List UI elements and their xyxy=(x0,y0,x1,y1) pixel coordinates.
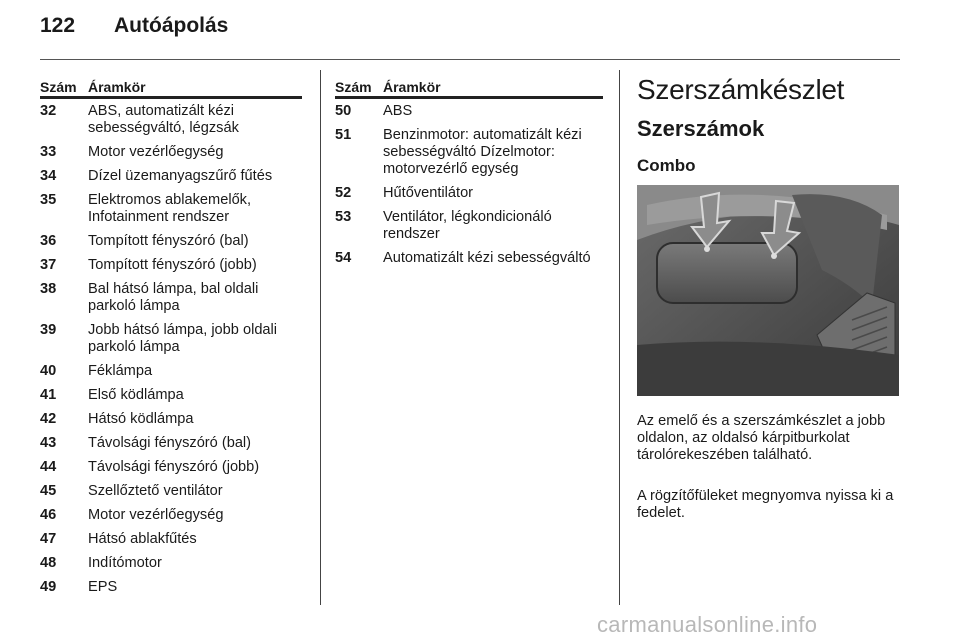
table-row xyxy=(335,209,603,243)
fuse-number: 53 xyxy=(335,209,352,225)
fuse-table-right xyxy=(335,78,603,267)
fuse-number: 32 xyxy=(40,103,57,119)
column-header-circuit: Áramkör xyxy=(383,79,441,95)
fuse-number: 41 xyxy=(40,387,57,403)
table-row xyxy=(40,192,302,226)
fuse-number: 40 xyxy=(40,363,57,379)
circuit-description: Motor vezérlőegység xyxy=(88,144,224,160)
table-row xyxy=(335,250,603,267)
table-row xyxy=(40,435,302,452)
paragraph-location: Az emelő és a szerszámkészlet a jobb oldalon, az oldalsó kárpitburkolat tárolórekeszében található. xyxy=(637,413,886,463)
table-row xyxy=(40,103,302,137)
circuit-description: EPS xyxy=(88,579,118,595)
column-divider xyxy=(619,70,620,605)
fuse-number: 39 xyxy=(40,322,57,338)
circuit-description: Ventilátor, légkondicionáló rendszer xyxy=(383,209,552,242)
table-row xyxy=(40,233,302,250)
fuse-number: 43 xyxy=(40,435,57,451)
table-row xyxy=(40,507,302,524)
column-divider xyxy=(320,70,321,605)
fuse-table-left xyxy=(40,78,302,596)
fuse-number: 54 xyxy=(335,250,352,266)
fuse-number: 52 xyxy=(335,185,352,201)
table-header xyxy=(40,78,302,99)
section-title: Autóápolás xyxy=(114,14,229,37)
subsection-heading: Szerszámok xyxy=(637,116,765,141)
table-row xyxy=(40,579,302,596)
watermark: carmanualsonline.info xyxy=(597,612,818,637)
fuse-number: 50 xyxy=(335,103,352,119)
circuit-description: Benzinmotor: automatizált kézi sebességváltó Dízelmotor: motorvezérlő egység xyxy=(383,127,582,177)
fuse-number: 42 xyxy=(40,411,57,427)
page-header xyxy=(40,14,228,38)
trunk-photo xyxy=(637,185,899,396)
circuit-description: Automatizált kézi sebességváltó xyxy=(383,250,591,266)
page-number: 122 xyxy=(40,14,76,37)
table-row xyxy=(40,322,302,356)
fuse-number: 44 xyxy=(40,459,57,475)
toolkit-section xyxy=(637,74,902,521)
circuit-description: ABS xyxy=(383,103,413,119)
circuit-description: Bal hátsó lámpa, bal oldali parkoló lámpa xyxy=(88,281,259,314)
table-row xyxy=(40,168,302,185)
circuit-description: Hűtőventilátor xyxy=(383,185,474,201)
table-row xyxy=(40,411,302,428)
circuit-description: Elektromos ablakemelők, Infotainment rendszer xyxy=(88,192,252,225)
circuit-description: Tompított fényszóró (jobb) xyxy=(88,257,257,273)
fuse-number: 35 xyxy=(40,192,57,208)
fuse-number: 49 xyxy=(40,579,57,595)
fuse-number: 34 xyxy=(40,168,57,184)
circuit-description: Féklámpa xyxy=(88,363,153,379)
circuit-description: Hátsó ablakfűtés xyxy=(88,531,197,547)
table-body xyxy=(335,103,603,267)
trunk-compartment-illustration xyxy=(637,185,899,396)
circuit-description: Első ködlámpa xyxy=(88,387,184,403)
fuse-number: 36 xyxy=(40,233,57,249)
table-row xyxy=(40,281,302,315)
circuit-description: Indítómotor xyxy=(88,555,162,571)
circuit-description: ABS, automatizált kézi sebességváltó, légzsák xyxy=(88,103,239,136)
table-row xyxy=(40,363,302,380)
header-rule xyxy=(40,59,900,60)
table-row xyxy=(40,555,302,572)
fuse-number: 37 xyxy=(40,257,57,273)
table-body xyxy=(40,103,302,596)
fuse-number: 38 xyxy=(40,281,57,297)
table-row xyxy=(40,531,302,548)
circuit-description: Dízel üzemanyagszűrő fűtés xyxy=(88,168,273,184)
circuit-description: Szellőztető ventilátor xyxy=(88,483,223,499)
table-row xyxy=(335,185,603,202)
fuse-number: 45 xyxy=(40,483,57,499)
fuse-number: 51 xyxy=(335,127,352,143)
table-row xyxy=(335,103,603,120)
table-header xyxy=(335,78,603,99)
table-row xyxy=(40,257,302,274)
column-header-number: Szám xyxy=(40,79,77,95)
circuit-description: Jobb hátsó lámpa, jobb oldali parkoló lámpa xyxy=(88,322,278,355)
fuse-number: 47 xyxy=(40,531,57,547)
paragraph-instruction: A rögzítőfüleket megnyomva nyissa ki a fedelet. xyxy=(637,488,894,521)
fuse-number: 46 xyxy=(40,507,57,523)
column-header-number: Szám xyxy=(335,79,372,95)
model-heading: Combo xyxy=(637,156,696,175)
column-header-circuit: Áramkör xyxy=(88,79,146,95)
table-row xyxy=(40,387,302,404)
table-row xyxy=(335,127,603,178)
table-row xyxy=(40,144,302,161)
table-row xyxy=(40,459,302,476)
table-row xyxy=(40,483,302,500)
circuit-description: Motor vezérlőegység xyxy=(88,507,224,523)
circuit-description: Hátsó ködlámpa xyxy=(88,411,194,427)
circuit-description: Távolsági fényszóró (jobb) xyxy=(88,459,260,475)
fuse-number: 48 xyxy=(40,555,57,571)
section-heading: Szerszámkészlet xyxy=(637,74,845,105)
circuit-description: Tompított fényszóró (bal) xyxy=(88,233,249,249)
fuse-number: 33 xyxy=(40,144,57,160)
circuit-description: Távolsági fényszóró (bal) xyxy=(88,435,252,451)
